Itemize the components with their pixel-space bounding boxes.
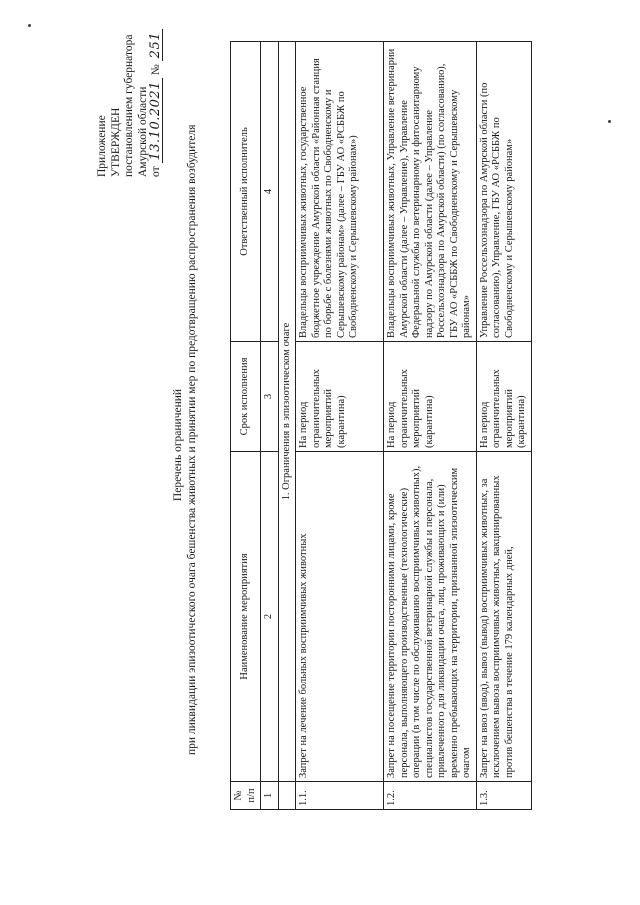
- row-term: На период ограничительных мероприятий (карантина): [384, 342, 477, 452]
- row-name: Запрет на посещение территории посторонними лицами, кроме персонала, выполняющего производственные (технологические) операции (в том числе по обслуживанию восприимчивых животных), специалистов государственной ветеринарной службы и персонала, привлеченного для ликвидации очага, лиц, проживающих и (или) временно пребывающих на территории, признанной эпизоотическим очагом: [384, 452, 477, 782]
- approved-label: УТВЕРЖДЕН: [109, 107, 122, 177]
- restrictions-table: [230, 41, 532, 810]
- table-row: [384, 42, 477, 810]
- row-name: Запрет на лечение больных восприимчивых животных: [296, 452, 384, 782]
- row-num: 1.3.: [476, 782, 531, 810]
- row-term: На период ограничительных мероприятий (карантина): [296, 342, 384, 452]
- date-line: от 13.10.2021 № 251: [150, 29, 164, 177]
- header-name: Наименование мероприятия: [231, 452, 261, 782]
- approval-stamp: [96, 29, 164, 177]
- title-line-1: Перечень ограничений: [172, 388, 184, 502]
- approved-by: постановлением губернатора: [123, 34, 135, 177]
- row-executor: Управление Россельхознадзора по Амурской области (по согласованию), Управление, ГБУ АО «РСББЖ по Свободненскому и Серышевскому районам»: [476, 42, 531, 342]
- section-title: 1. Ограничения в эпизоотическом очаге: [278, 42, 296, 782]
- row-name: Запрет на ввоз (ввод), вывоз (вывод) восприимчивых животных, за исключением вывоза восприимчивых животных, вакцинированных против бешенства в течение 179 календарных дней,: [476, 452, 531, 782]
- header-term: Срок исполнения: [231, 342, 261, 452]
- handwritten-date: 13.10.2021: [150, 78, 163, 163]
- table-row: [476, 42, 531, 810]
- document-title: [172, 124, 199, 755]
- table-row: [296, 42, 384, 810]
- row-executor: Владельцы восприимчивых животных, государственное бюджетное учреждение Амурской области «Районная станция по борьбе с болезнями животных по Свободненскому и Серышевскому районам» (далее – ГБУ АО «РСББЖ по Свободненскому и Серышевскому районам»): [296, 42, 384, 342]
- row-num: 1.2.: [384, 782, 477, 810]
- header-executor: Ответственный исполнитель: [231, 42, 261, 342]
- title-line-2: при ликвидации эпизоотического очага бешенства животных и принятии мер по предотвращению распространения возбудителя: [185, 124, 198, 755]
- appendix-label: Приложение: [96, 115, 108, 177]
- header-row: [231, 42, 261, 810]
- region-name: Амурской области: [136, 86, 149, 177]
- header-num: № п/п: [231, 782, 261, 810]
- row-executor: Владельцы восприимчивых животных, Управление ветеринарии Амурской области (далее – Управление), Управление Федеральной службы по ветеринарному и фитосанитарному надзору по Амурской области (далее – Управление Россельхознадзора по Амурской области) (по согласованию), ГБУ АО «РСББЖ по Свободненскому и Серышевскому районам»: [384, 42, 477, 342]
- section-row: [278, 42, 296, 810]
- handwritten-number: 251: [150, 29, 163, 61]
- row-num: 1.1.: [296, 782, 384, 810]
- column-number-row: 1 2 3 4: [261, 42, 279, 810]
- row-term: На период ограничительных мероприятий (карантина): [476, 342, 531, 452]
